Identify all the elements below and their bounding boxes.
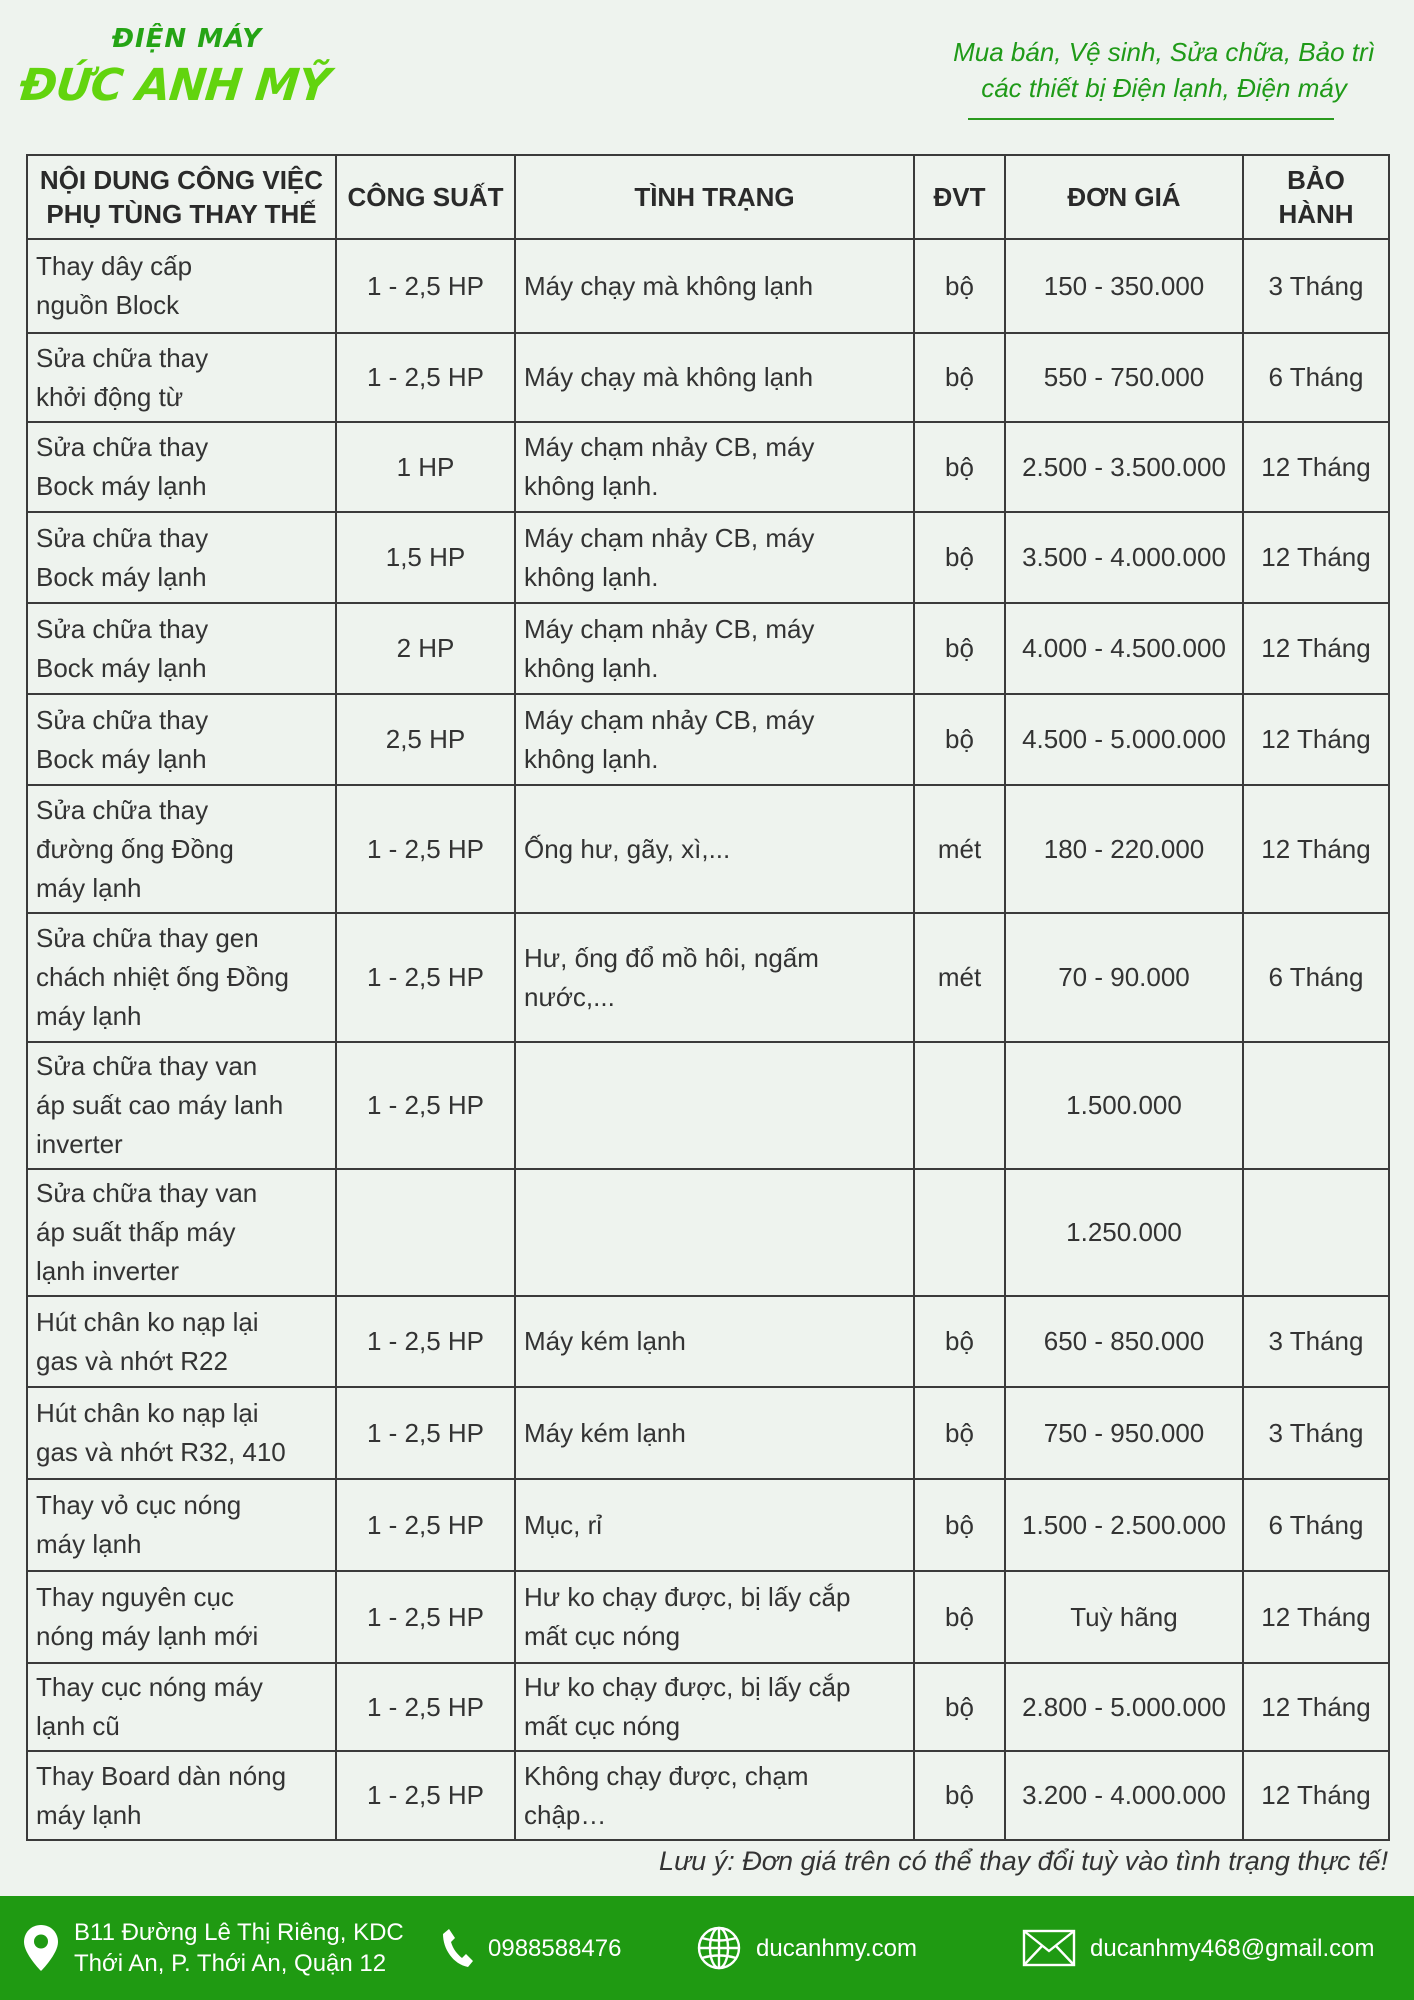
table-row [27, 603, 1389, 694]
cell-job-line: đường ống Đồng [36, 833, 234, 864]
cell-job-line: inverter [36, 1129, 123, 1159]
cell-capacity: 1,5 HP [336, 512, 515, 603]
cell-unit: bộ [914, 1296, 1005, 1387]
cell-job-line: máy lạnh [36, 1529, 142, 1559]
cell-job-line: khởi động từ [36, 381, 184, 412]
address-line-1: B11 Đường Lê Thị Riêng, KDC [74, 1919, 404, 1946]
cell-condition [515, 422, 914, 512]
table-row [27, 1663, 1389, 1751]
cell-job-line: Thay nguyên cục [36, 1582, 235, 1612]
cell-condition-line: Ống hư, gãy, xì,... [524, 833, 731, 864]
cell-capacity: 1 - 2,5 HP [336, 333, 515, 422]
cell-job-line: nguồn Block [36, 290, 180, 320]
cell-job [27, 1387, 336, 1479]
footer-phone[interactable] [440, 1896, 621, 2000]
cell-condition-line: không lạnh. [524, 561, 659, 592]
cell-job-line: chách nhiệt ống Đồng [36, 962, 289, 992]
cell-condition [515, 333, 914, 422]
address-line-2: Thới An, P. Thới An, Quận 12 [74, 1950, 387, 1977]
globe-icon [696, 1925, 742, 1971]
cell-unit: bộ [914, 239, 1005, 333]
cell-condition [515, 239, 914, 333]
cell-job-line: Hút chân ko nạp lại [36, 1306, 259, 1337]
cell-warranty: 12 Tháng [1243, 1751, 1389, 1840]
cell-unit [914, 1169, 1005, 1296]
cell-capacity: 1 - 2,5 HP [336, 913, 515, 1042]
footer-email[interactable] [1022, 1896, 1375, 2000]
cell-warranty: 12 Tháng [1243, 1663, 1389, 1751]
website-text: ducanhmy.com [756, 1934, 917, 1962]
cell-job-line: Thay dây cấp [36, 251, 193, 281]
table-row [27, 1387, 1389, 1479]
cell-job-line: lạnh cũ [36, 1711, 120, 1741]
cell-warranty: 6 Tháng [1243, 913, 1389, 1042]
cell-price: 4.500 - 5.000.000 [1005, 694, 1243, 785]
cell-capacity [336, 1169, 515, 1296]
cell-job [27, 785, 336, 913]
cell-job-line: Sửa chữa thay [36, 613, 209, 644]
cell-condition [515, 694, 914, 785]
tagline-line-2: các thiết bị Điện lạnh, Điện máy [981, 73, 1347, 103]
cell-job-line: Bock máy lạnh [36, 652, 207, 683]
table-header-row [27, 155, 1389, 239]
cell-job-line: áp suất cao máy lanh [36, 1090, 284, 1120]
logo-top-text: ĐIỆN MÁY [112, 24, 263, 54]
cell-unit: bộ [914, 1751, 1005, 1840]
header-job-line-1: NỘI DUNG CÔNG VIỆC [39, 165, 324, 195]
cell-price: 1.500 - 2.500.000 [1005, 1479, 1243, 1571]
cell-capacity: 2 HP [336, 603, 515, 694]
header-price: ĐƠN GIÁ [1005, 155, 1243, 239]
cell-job-line: Thay Board dàn nóng [36, 1760, 287, 1791]
envelope-icon [1022, 1929, 1076, 1967]
cell-job-line: Sửa chữa thay [36, 522, 209, 553]
cell-unit: mét [914, 913, 1005, 1042]
cell-unit: bộ [914, 422, 1005, 512]
cell-condition [515, 1751, 914, 1840]
cell-condition [515, 512, 914, 603]
cell-unit: bộ [914, 1571, 1005, 1663]
cell-capacity: 2,5 HP [336, 694, 515, 785]
cell-job-line: Sửa chữa thay [36, 432, 209, 462]
cell-condition-line: Máy chạy mà không lạnh [524, 362, 814, 392]
footer-address [22, 1896, 404, 2000]
price-note: Lưu ý: Đơn giá trên có thể thay đổi tuỳ vào tình trạng thực tế! [659, 1846, 1388, 1876]
cell-job [27, 512, 336, 603]
cell-price: 1.500.000 [1005, 1042, 1243, 1169]
cell-job-line: Bock máy lạnh [36, 471, 207, 501]
header-capacity: CÔNG SUẤT [336, 155, 515, 239]
cell-unit: bộ [914, 1663, 1005, 1751]
cell-job-line: Sửa chữa thay [36, 704, 209, 735]
table-row [27, 1751, 1389, 1840]
cell-warranty: 6 Tháng [1243, 333, 1389, 422]
cell-condition [515, 1296, 914, 1387]
cell-job-line: Thay cục nóng máy [36, 1672, 263, 1702]
header-job-line-2: PHỤ TÙNG THAY THẾ [46, 199, 317, 229]
cell-job-line: máy lạnh [36, 1001, 142, 1031]
cell-price: 4.000 - 4.500.000 [1005, 603, 1243, 694]
cell-condition-line: mất cục nóng [524, 1711, 681, 1741]
cell-price: 1.250.000 [1005, 1169, 1243, 1296]
phone-icon [440, 1927, 474, 1969]
cell-condition-line: Hư ko chạy được, bị lấy cắp [524, 1582, 851, 1612]
cell-condition [515, 785, 914, 913]
table-row [27, 333, 1389, 422]
cell-job-line: Sửa chữa thay [36, 794, 209, 825]
header-job [27, 155, 336, 239]
cell-warranty: 12 Tháng [1243, 512, 1389, 603]
price-table [26, 154, 1390, 1841]
table-row [27, 785, 1389, 913]
cell-unit [914, 1042, 1005, 1169]
cell-condition-line: Máy kém lạnh [524, 1417, 686, 1448]
cell-price: 3.500 - 4.000.000 [1005, 512, 1243, 603]
cell-job [27, 422, 336, 512]
table-row [27, 422, 1389, 512]
table-body [27, 239, 1389, 1840]
footer [0, 1896, 1414, 2000]
cell-job-line: máy lạnh [36, 1799, 142, 1830]
cell-capacity: 1 HP [336, 422, 515, 512]
cell-price: Tuỳ hãng [1005, 1571, 1243, 1663]
cell-capacity: 1 - 2,5 HP [336, 1042, 515, 1169]
cell-job [27, 1042, 336, 1169]
table-row [27, 913, 1389, 1042]
cell-job-line: Sửa chữa thay van [36, 1051, 258, 1081]
cell-job-line: áp suất thấp máy [36, 1217, 236, 1247]
cell-unit: bộ [914, 694, 1005, 785]
cell-condition-line: Không chạy được, chạm [524, 1760, 809, 1791]
cell-warranty: 12 Tháng [1243, 1571, 1389, 1663]
header-warranty: BẢO HÀNH [1243, 155, 1389, 239]
cell-condition-line: Máy chạy mà không lạnh [524, 270, 814, 301]
cell-condition [515, 1663, 914, 1751]
cell-condition [515, 1479, 914, 1571]
cell-job-line: Bock máy lạnh [36, 743, 207, 774]
cell-capacity: 1 - 2,5 HP [336, 1296, 515, 1387]
cell-job-line: nóng máy lạnh mới [36, 1621, 259, 1651]
cell-condition-line: Máy chạm nhảy CB, máy [524, 704, 815, 735]
cell-capacity: 1 - 2,5 HP [336, 1387, 515, 1479]
cell-capacity: 1 - 2,5 HP [336, 239, 515, 333]
cell-warranty: 12 Tháng [1243, 785, 1389, 913]
cell-warranty: 12 Tháng [1243, 603, 1389, 694]
cell-condition-line: Máy chạm nhảy CB, máy [524, 432, 815, 462]
table-row [27, 1479, 1389, 1571]
cell-condition [515, 1169, 914, 1296]
cell-capacity: 1 - 2,5 HP [336, 1663, 515, 1751]
cell-price: 650 - 850.000 [1005, 1296, 1243, 1387]
cell-price: 2.500 - 3.500.000 [1005, 422, 1243, 512]
cell-job-line: máy lạnh [36, 872, 142, 903]
cell-job [27, 1169, 336, 1296]
cell-condition-line: Mục, rỉ [524, 1509, 602, 1540]
cell-capacity: 1 - 2,5 HP [336, 1751, 515, 1840]
cell-unit: mét [914, 785, 1005, 913]
cell-condition-line: chập… [524, 1799, 607, 1830]
table-row [27, 1169, 1389, 1296]
cell-capacity: 1 - 2,5 HP [336, 1479, 515, 1571]
tagline-line-1: Mua bán, Vệ sinh, Sửa chữa, Bảo trì [953, 37, 1375, 67]
cell-warranty: 6 Tháng [1243, 1479, 1389, 1571]
cell-warranty: 3 Tháng [1243, 1387, 1389, 1479]
cell-job [27, 1571, 336, 1663]
footer-website[interactable] [696, 1896, 917, 2000]
cell-job [27, 1296, 336, 1387]
phone-number: 0988588476 [488, 1934, 622, 1962]
cell-condition-line: không lạnh. [524, 743, 659, 774]
email-text: ducanhmy468@gmail.com [1090, 1934, 1375, 1962]
cell-condition-line: nước,... [524, 981, 615, 1012]
cell-capacity: 1 - 2,5 HP [336, 785, 515, 913]
cell-price: 3.200 - 4.000.000 [1005, 1751, 1243, 1840]
cell-condition-line: Hư, ống đổ mồ hôi, ngấm [524, 942, 819, 973]
cell-price: 2.800 - 5.000.000 [1005, 1663, 1243, 1751]
cell-condition-line: Hư ko chạy được, bị lấy cắp [524, 1672, 851, 1702]
cell-condition [515, 1042, 914, 1169]
cell-price: 550 - 750.000 [1005, 333, 1243, 422]
cell-job-line: Sửa chữa thay gen [36, 923, 259, 953]
cell-condition-line: không lạnh. [524, 471, 659, 501]
logo-main-text: ĐỨC ANH MỸ [17, 60, 332, 111]
cell-job-line: gas và nhớt R22 [36, 1345, 228, 1376]
cell-job [27, 694, 336, 785]
table-row [27, 239, 1389, 333]
cell-condition-line: mất cục nóng [524, 1621, 681, 1651]
tagline [914, 34, 1414, 106]
cell-price: 70 - 90.000 [1005, 913, 1243, 1042]
cell-warranty: 12 Tháng [1243, 422, 1389, 512]
cell-condition [515, 603, 914, 694]
cell-capacity: 1 - 2,5 HP [336, 1571, 515, 1663]
cell-job-line: Bock máy lạnh [36, 561, 207, 592]
cell-job [27, 913, 336, 1042]
cell-job-line: lạnh inverter [36, 1256, 180, 1286]
table-row [27, 1042, 1389, 1169]
cell-price: 750 - 950.000 [1005, 1387, 1243, 1479]
cell-unit: bộ [914, 512, 1005, 603]
cell-job [27, 1663, 336, 1751]
cell-unit: bộ [914, 1387, 1005, 1479]
cell-unit: bộ [914, 603, 1005, 694]
cell-warranty: 3 Tháng [1243, 239, 1389, 333]
cell-price: 180 - 220.000 [1005, 785, 1243, 913]
location-pin-icon [22, 1923, 60, 1973]
cell-job-line: Sửa chữa thay van [36, 1178, 258, 1208]
table-row [27, 512, 1389, 603]
table-row [27, 1571, 1389, 1663]
cell-condition-line: Máy chạm nhảy CB, máy [524, 613, 815, 644]
cell-job [27, 1479, 336, 1571]
cell-job-line: Sửa chữa thay [36, 342, 209, 373]
address-text [74, 1917, 404, 1979]
cell-condition [515, 913, 914, 1042]
cell-job [27, 239, 336, 333]
cell-unit: bộ [914, 1479, 1005, 1571]
cell-condition [515, 1387, 914, 1479]
cell-warranty: 3 Tháng [1243, 1296, 1389, 1387]
header [0, 0, 1414, 150]
cell-job [27, 1751, 336, 1840]
cell-job-line: Thay vỏ cục nóng [36, 1490, 242, 1520]
cell-warranty [1243, 1169, 1389, 1296]
cell-condition [515, 1571, 914, 1663]
cell-job [27, 603, 336, 694]
cell-job-line: Hút chân ko nạp lại [36, 1398, 259, 1428]
cell-job [27, 333, 336, 422]
cell-job-line: gas và nhớt R32, 410 [36, 1437, 286, 1467]
header-unit: ĐVT [914, 155, 1005, 239]
cell-condition-line: không lạnh. [524, 652, 659, 683]
table-row [27, 1296, 1389, 1387]
cell-condition-line: Máy chạm nhảy CB, máy [524, 522, 815, 553]
tagline-divider [968, 118, 1334, 120]
cell-unit: bộ [914, 333, 1005, 422]
cell-condition-line: Máy kém lạnh [524, 1326, 686, 1356]
table-row [27, 694, 1389, 785]
header-condition: TÌNH TRẠNG [515, 155, 914, 239]
cell-price: 150 - 350.000 [1005, 239, 1243, 333]
cell-warranty [1243, 1042, 1389, 1169]
cell-warranty: 12 Tháng [1243, 694, 1389, 785]
